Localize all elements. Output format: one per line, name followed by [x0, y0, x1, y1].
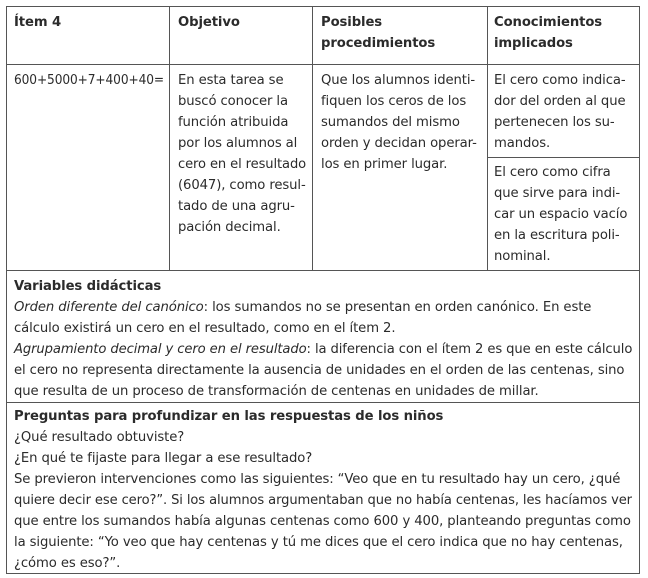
variables-line: el cero no representa directamente la ausencia de unidades en el orden de las centenas, sino — [14, 363, 625, 378]
variables-line: que resulta de un proceso de transformación de centenas en unidades de millar. — [14, 384, 539, 399]
col-divider-3 — [487, 6, 488, 271]
conocimiento-1-line: El cero como indica- — [494, 73, 626, 88]
objetivo-line: por los alumnos al — [178, 136, 298, 151]
preguntas-line: ¿En qué te fijaste para llegar a ese resultado? — [14, 451, 313, 466]
col-divider-1 — [169, 6, 170, 271]
preguntas-line: ¿cómo es eso?”. — [14, 556, 121, 571]
preguntas-section — [14, 406, 638, 574]
header-conocimientos-line-1: Conocimientos — [494, 15, 603, 30]
col-divider-2 — [312, 6, 313, 271]
conocimiento-2-line: El cero como cifra — [494, 165, 611, 180]
preguntas-line: quiere decir ese cero?”. Si los alumnos argumentaban que no había centenas, les hacíamos ver — [14, 493, 632, 508]
objetivo-line: pación decimal. — [178, 220, 281, 235]
variables-line — [14, 297, 635, 318]
preguntas-line: la siguiente: “Yo veo que hay centenas y tú me dices que el cero indica que no hay centenas, — [14, 535, 623, 550]
objetivo-line: cero en el resultado — [178, 157, 307, 172]
header-procedimientos — [321, 12, 435, 54]
objetivo-line: función atribuida — [178, 115, 289, 130]
orden-label: Orden diferente del canónico — [14, 300, 204, 315]
conocimiento-1-line: pertenecen los su- — [494, 115, 615, 130]
variables-title: Variables didácticas — [14, 279, 162, 294]
header-divider — [6, 64, 640, 65]
header-conocimientos-line-2: implicados — [494, 36, 573, 51]
procedimientos-line: los en primer lugar. — [321, 157, 448, 172]
conocimiento-2-line: car un espacio vacío — [494, 207, 628, 222]
objetivo-line: En esta tarea se — [178, 73, 284, 88]
preguntas-line: Se previeron intervenciones como las siguientes: “Veo que en tu resultado hay un cero, ¿qué — [14, 472, 621, 487]
header-procedimientos-line-2: procedimientos — [321, 36, 436, 51]
header-item: Ítem 4 — [14, 15, 62, 30]
orden-text: : los sumandos no se presentan en orden canónico. En este — [203, 300, 592, 315]
preguntas-title: Preguntas para profundizar en las respuestas de los niños — [14, 409, 444, 424]
objetivo-line: tado de una agru- — [178, 199, 295, 214]
procedimientos-line: Que los alumnos identi- — [321, 73, 476, 88]
conocimiento-2-cell — [494, 162, 627, 267]
agrupamiento-text: : la diferencia con el ítem 2 es que en este cálculo — [306, 342, 633, 357]
conocimiento-2-line: en la escritura poli- — [494, 228, 620, 243]
section-divider — [6, 402, 640, 403]
table-border-right — [639, 6, 640, 574]
procedimientos-line: sumandos del mismo — [321, 115, 460, 130]
conocimiento-1-line: mandos. — [494, 136, 551, 151]
conocimiento-1-cell — [494, 70, 626, 154]
header-procedimientos-line-1: Posibles — [321, 15, 383, 30]
objetivo-line: (6047), como resul- — [178, 178, 306, 193]
procedimientos-cell — [321, 70, 477, 175]
variables-line — [14, 339, 632, 360]
procedimientos-line: fiquen los ceros de los — [321, 94, 467, 109]
calculo-cell: 600+5000+7+400+40= — [14, 73, 165, 88]
preguntas-line: que entre los sumandos había algunas centenas como 600 y 400, planteando preguntas como — [14, 514, 631, 529]
preguntas-line: ¿Qué resultado obtuviste? — [14, 430, 185, 445]
conocimiento-2-line: que sirve para indi- — [494, 186, 621, 201]
variables-section — [14, 276, 635, 402]
procedimientos-line: orden y decidan operar- — [321, 136, 477, 151]
conocimiento-2-line: nominal. — [494, 249, 551, 264]
conocimiento-1-line: dor del orden al que — [494, 94, 626, 109]
objetivo-cell — [178, 70, 307, 238]
table-border-left — [6, 6, 7, 574]
row-divider — [6, 270, 640, 271]
conocimientos-divider — [487, 157, 640, 158]
header-objetivo: Objetivo — [178, 15, 240, 30]
objetivo-line: buscó conocer la — [178, 94, 288, 109]
agrupamiento-label: Agrupamiento decimal y cero en el resultado — [14, 342, 307, 357]
table-border-top — [6, 6, 640, 7]
variables-line: cálculo existirá un cero en el resultado, como en el ítem 2. — [14, 321, 396, 336]
header-conocimientos — [494, 12, 602, 54]
